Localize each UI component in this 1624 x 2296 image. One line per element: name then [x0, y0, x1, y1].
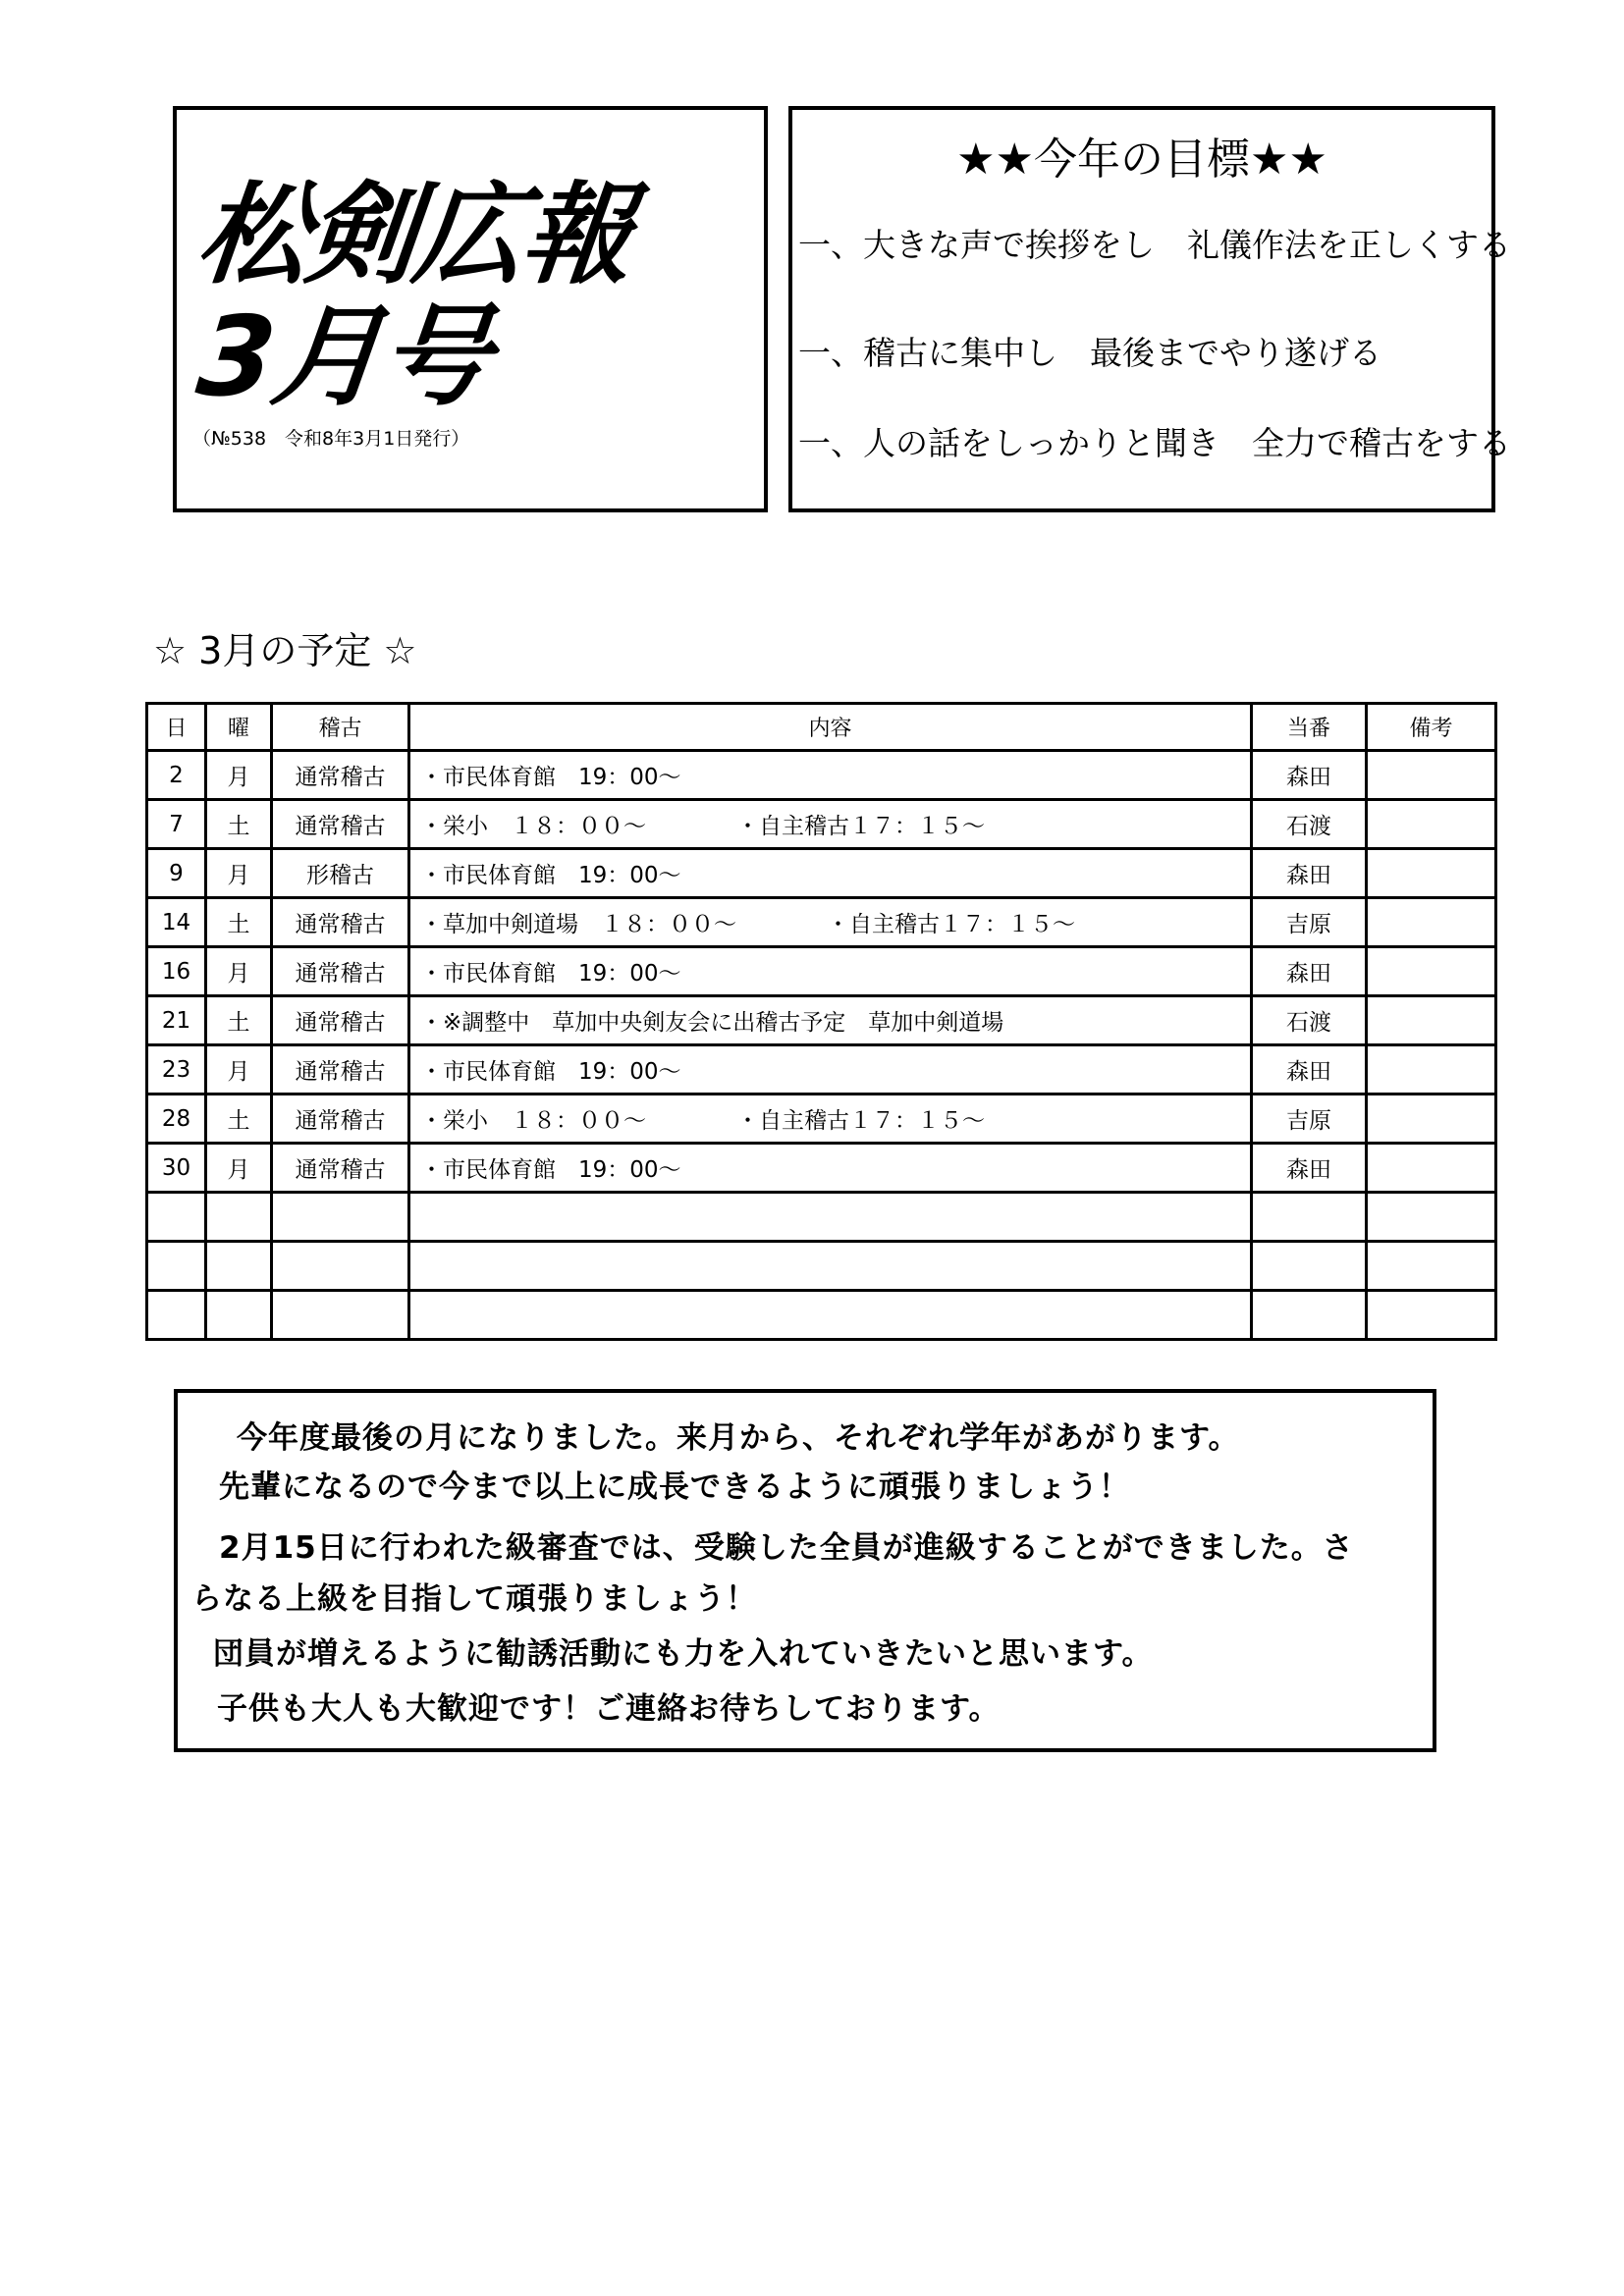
cell-weekday: [206, 1242, 272, 1291]
table-row: [147, 1144, 1496, 1193]
table-row: [147, 1291, 1496, 1340]
cell-note: [1367, 1291, 1496, 1340]
title-box: [173, 106, 768, 512]
cell-day: 9: [147, 849, 206, 898]
message-line: 子供も大人も大歓迎です！ご連絡お待ちしております。: [217, 1691, 1001, 1727]
goals-title: ★★今年の目標★★: [956, 134, 1327, 185]
table-row: [147, 996, 1496, 1045]
table-header-row: [147, 704, 1496, 751]
message-line: らなる上級を目指して頑張りましょう！: [191, 1581, 757, 1617]
cell-day: [147, 1291, 206, 1340]
cell-practice-type: 通常稽古: [272, 1095, 409, 1144]
cell-duty: 吉原: [1252, 898, 1367, 947]
cell-weekday: 月: [206, 751, 272, 800]
cell-weekday: 月: [206, 1045, 272, 1095]
cell-content: ・市民体育館 19：00～: [409, 1144, 1252, 1193]
table-row: [147, 947, 1496, 996]
cell-note: [1367, 996, 1496, 1045]
newsletter-title: 松剣広報: [191, 172, 637, 299]
message-line: 今年度最後の月になりました。来月から、それぞれ学年があがります。: [237, 1420, 1240, 1456]
column-header-practice: 稽古: [272, 704, 409, 751]
cell-weekday: [206, 1291, 272, 1340]
table-row: [147, 1045, 1496, 1095]
cell-content: [409, 1193, 1252, 1242]
cell-practice-type: 通常稽古: [272, 947, 409, 996]
cell-day: 2: [147, 751, 206, 800]
cell-day: [147, 1242, 206, 1291]
goals-box: [788, 106, 1511, 512]
schedule-heading: ☆ 3月の予定 ☆: [153, 629, 417, 672]
cell-practice-type: 通常稽古: [272, 751, 409, 800]
cell-content: ・栄小 １８：００～ ・自主稽古１７：１５～: [409, 1095, 1252, 1144]
cell-duty: 森田: [1252, 751, 1367, 800]
cell-day: 7: [147, 800, 206, 849]
table-row: [147, 898, 1496, 947]
cell-practice-type: [272, 1193, 409, 1242]
cell-content: [409, 1242, 1252, 1291]
cell-duty: [1252, 1291, 1367, 1340]
cell-weekday: [206, 1193, 272, 1242]
cell-note: [1367, 1045, 1496, 1095]
cell-note: [1367, 1144, 1496, 1193]
cell-weekday: 月: [206, 849, 272, 898]
message-line: 先輩になるので今まで以上に成長できるように頑張りましょう！: [219, 1469, 1130, 1505]
cell-practice-type: 通常稽古: [272, 1045, 409, 1095]
column-header-duty: 当番: [1252, 704, 1367, 751]
table-row: [147, 1095, 1496, 1144]
schedule-body: [147, 751, 1496, 1340]
cell-weekday: 土: [206, 800, 272, 849]
table-row: [147, 849, 1496, 898]
cell-content: ・市民体育館 19：00～: [409, 1045, 1252, 1095]
goal-item: 一、大きな声で挨拶をし 礼儀作法を正しくする: [798, 226, 1511, 264]
cell-note: [1367, 1242, 1496, 1291]
cell-content: ・草加中剣道場 １８：００～ ・自主稽古１７：１５～: [409, 898, 1252, 947]
column-header-weekday: 曜: [206, 704, 272, 751]
cell-practice-type: [272, 1291, 409, 1340]
issue-info: （№538 令和8年3月1日発行）: [192, 428, 470, 450]
cell-content: ・※調整中 草加中央剣友会に出稽古予定 草加中剣道場: [409, 996, 1252, 1045]
cell-note: [1367, 849, 1496, 898]
column-header-notes: 備考: [1367, 704, 1496, 751]
cell-weekday: 土: [206, 898, 272, 947]
cell-day: 30: [147, 1144, 206, 1193]
goal-item: 一、人の話をしっかりと聞き 全力で稽古をする: [798, 424, 1511, 462]
cell-practice-type: 形稽古: [272, 849, 409, 898]
cell-content: ・栄小 １８：００～ ・自主稽古１７：１５～: [409, 800, 1252, 849]
message-box: [174, 1389, 1436, 1752]
goal-item: 一、稽古に集中し 最後までやり遂げる: [798, 334, 1381, 372]
cell-note: [1367, 1193, 1496, 1242]
table-row: [147, 1242, 1496, 1291]
cell-duty: 石渡: [1252, 800, 1367, 849]
cell-duty: [1252, 1193, 1367, 1242]
cell-content: ・市民体育館 19：00～: [409, 947, 1252, 996]
cell-duty: 石渡: [1252, 996, 1367, 1045]
table-row: [147, 1193, 1496, 1242]
cell-day: 28: [147, 1095, 206, 1144]
cell-content: ・市民体育館 19：00～: [409, 849, 1252, 898]
cell-weekday: 月: [206, 1144, 272, 1193]
cell-note: [1367, 1095, 1496, 1144]
cell-note: [1367, 800, 1496, 849]
message-line: 団員が増えるように勧誘活動にも力を入れていきたいと思います。: [213, 1636, 1154, 1672]
cell-day: 14: [147, 898, 206, 947]
cell-duty: [1252, 1242, 1367, 1291]
schedule-table: [145, 702, 1497, 1341]
cell-practice-type: 通常稽古: [272, 800, 409, 849]
column-header-day: 日: [147, 704, 206, 751]
column-header-content: 内容: [409, 704, 1252, 751]
cell-note: [1367, 898, 1496, 947]
cell-duty: 森田: [1252, 947, 1367, 996]
issue-month: 3月号: [191, 294, 496, 421]
table-row: [147, 800, 1496, 849]
cell-practice-type: 通常稽古: [272, 898, 409, 947]
cell-day: 21: [147, 996, 206, 1045]
cell-note: [1367, 947, 1496, 996]
cell-practice-type: [272, 1242, 409, 1291]
cell-weekday: 月: [206, 947, 272, 996]
cell-day: 16: [147, 947, 206, 996]
cell-practice-type: 通常稽古: [272, 1144, 409, 1193]
cell-practice-type: 通常稽古: [272, 996, 409, 1045]
cell-note: [1367, 751, 1496, 800]
cell-day: 23: [147, 1045, 206, 1095]
cell-duty: 森田: [1252, 1045, 1367, 1095]
cell-duty: 森田: [1252, 849, 1367, 898]
cell-content: ・市民体育館 19：00～: [409, 751, 1252, 800]
message-line: 2月15日に行われた級審査では、受験した全員が進級することができました。さ: [219, 1530, 1354, 1566]
cell-weekday: 土: [206, 1095, 272, 1144]
table-row: [147, 751, 1496, 800]
cell-duty: 吉原: [1252, 1095, 1367, 1144]
cell-weekday: 土: [206, 996, 272, 1045]
cell-duty: 森田: [1252, 1144, 1367, 1193]
cell-day: [147, 1193, 206, 1242]
cell-content: [409, 1291, 1252, 1340]
